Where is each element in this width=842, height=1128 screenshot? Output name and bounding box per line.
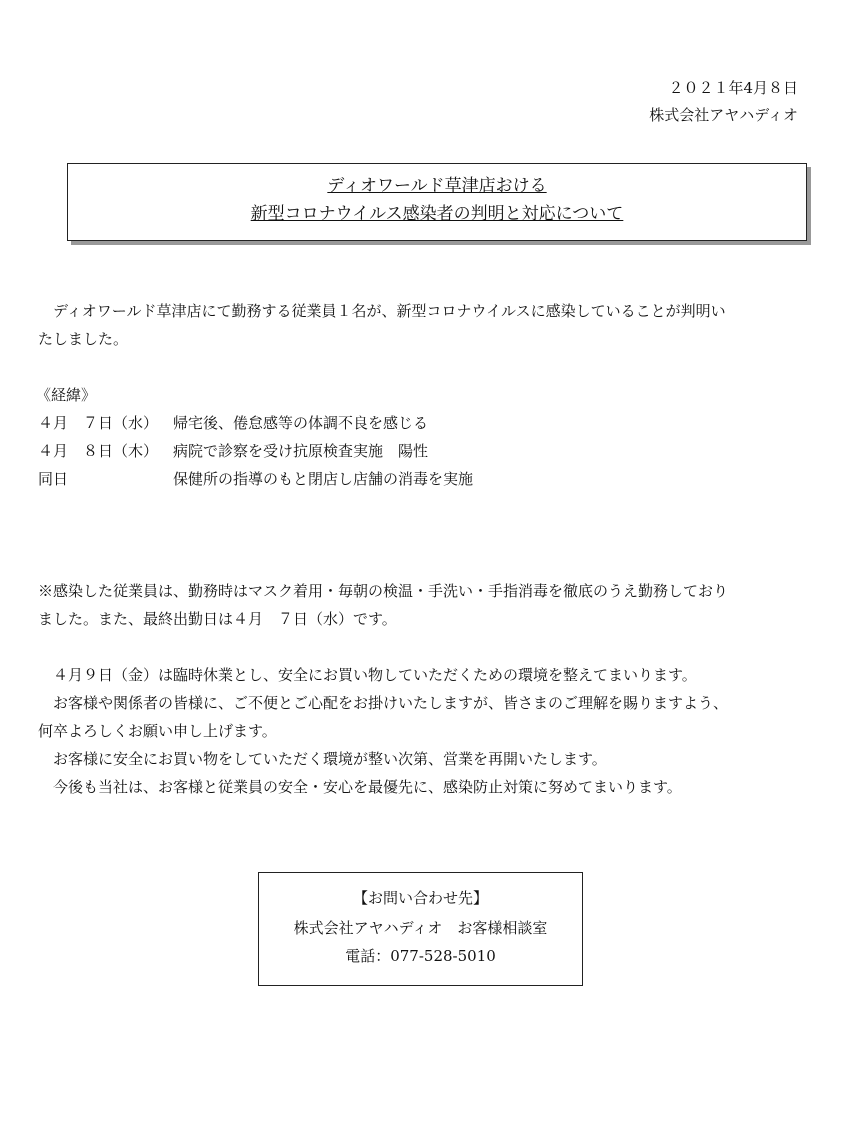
company-name: 株式会社アヤハディオ <box>649 106 798 124</box>
intro-line-1: ディオワールド草津店にて勤務する従業員１名が、新型コロナウイルスに感染していることが判明い <box>38 302 726 320</box>
timeline-event: 保健所の指導のもと閉店し店舗の消毒を実施 <box>173 470 474 488</box>
body-line: 何卒よろしくお願い申し上げます。 <box>38 722 277 740</box>
contact-heading: 【お問い合わせ先】 <box>352 889 488 907</box>
body-line: お客様に安全にお買い物をしていただく環境が整い次第、営業を再開いたします。 <box>38 750 607 768</box>
timeline-heading: 《経緯》 <box>36 386 97 404</box>
contact-box <box>258 872 583 986</box>
timeline-date: ４月 ７日（水） <box>38 414 159 432</box>
contact-department: 株式会社アヤハディオ お客様相談室 <box>293 919 548 937</box>
note-line-1: ※感染した従業員は、勤務時はマスク着用・毎朝の検温・手洗い・手指消毒を徹底のうえ勤務しており <box>38 582 729 600</box>
timeline-date: 同日 <box>38 470 69 488</box>
intro-line-2: たしました。 <box>38 330 129 348</box>
title-line-1: ディオワールド草津店おける <box>327 176 547 196</box>
timeline-event: 帰宅後、倦怠感等の体調不良を感じる <box>173 414 429 432</box>
timeline-date: ４月 ８日（木） <box>38 442 159 460</box>
timeline-event: 病院で診察を受け抗原検査実施 陽性 <box>173 442 429 460</box>
title-box <box>67 163 807 241</box>
note-line-2: ました。また、最終出勤日は４月 ７日（水）です。 <box>38 610 397 628</box>
body-line: お客様や関係者の皆様に、ご不便とご心配をお掛けいたしますが、皆さまのご理解を賜りますよう、 <box>38 694 729 712</box>
body-line: ４月９日（金）は臨時休業とし、安全にお買い物していただくための環境を整えてまいります。 <box>38 666 697 684</box>
body-line: 今後も当社は、お客様と従業員の安全・安心を最優先に、感染防止対策に努めてまいります。 <box>38 778 682 796</box>
contact-phone: 電話：077-528-5010 <box>345 947 496 965</box>
title-line-2: 新型コロナウイルス感染者の判明と対応について <box>250 204 624 224</box>
document-date: ２０２１年4月８日 <box>668 79 798 97</box>
